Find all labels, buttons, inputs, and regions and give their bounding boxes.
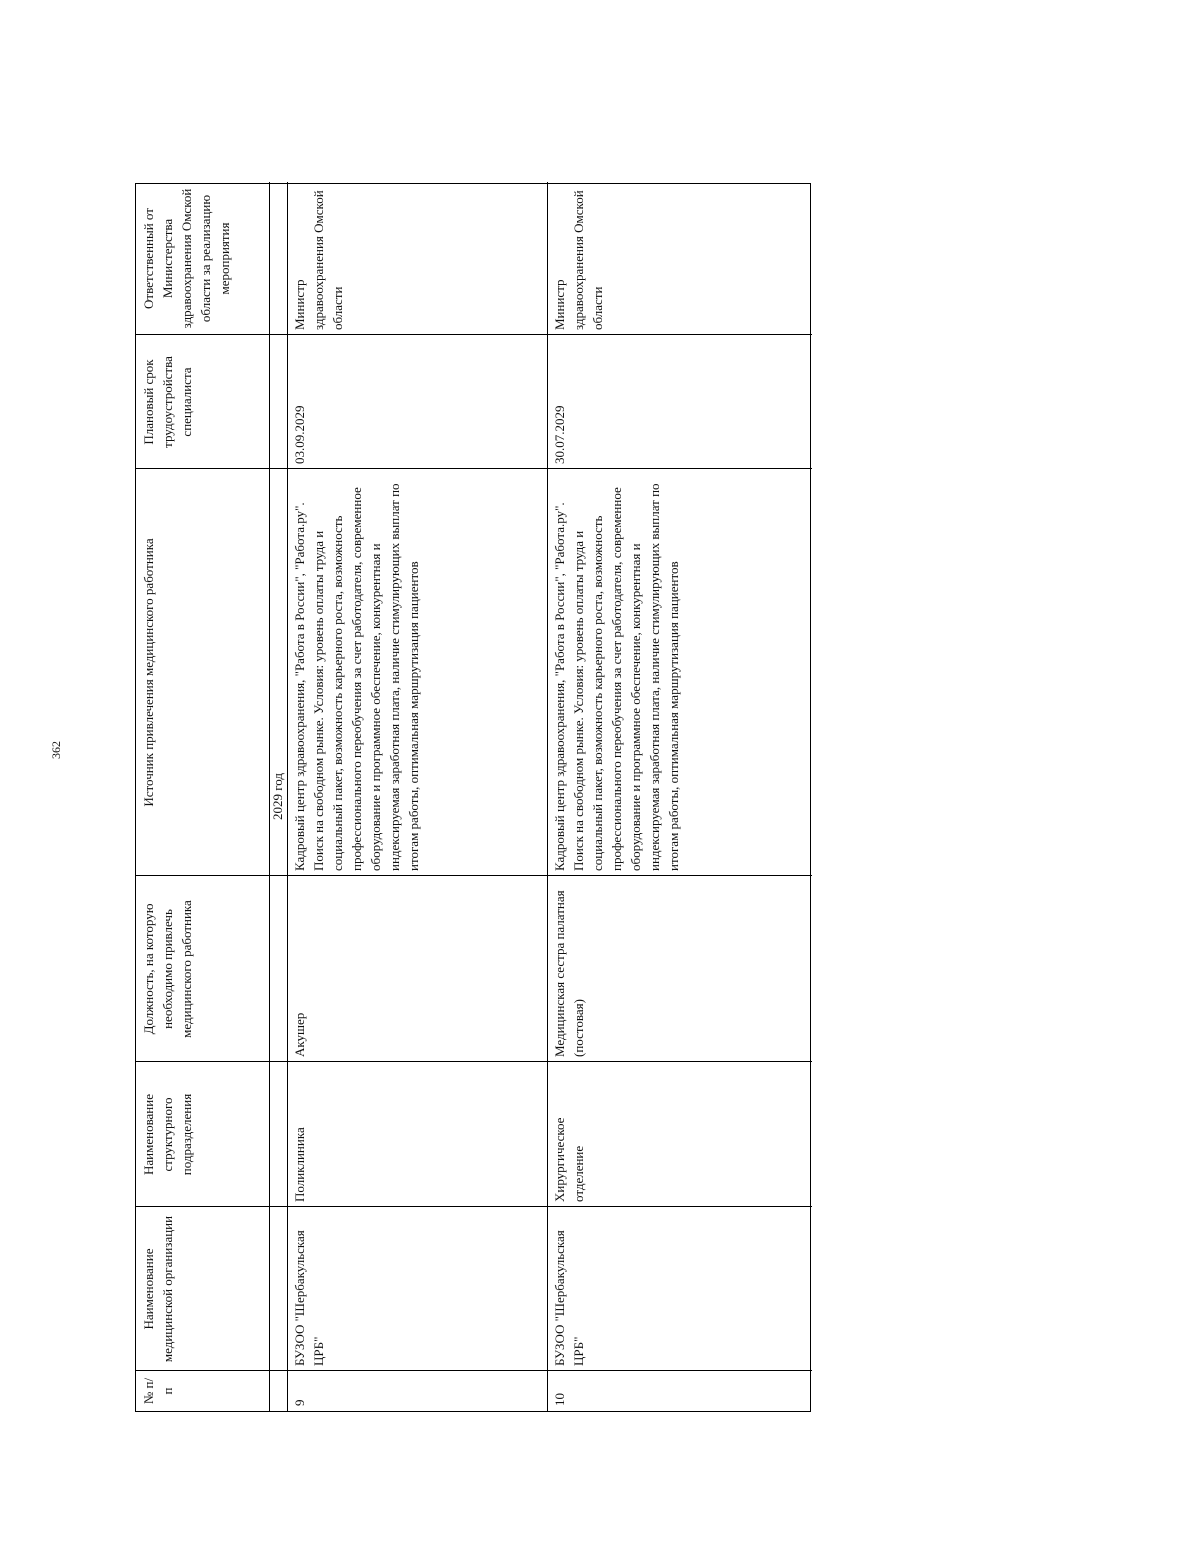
row-10-position: Медицинская сестра палатная (постовая) <box>552 890 586 1057</box>
year-label: 2029 год <box>270 773 285 820</box>
row-9-date: 03.09.2029 <box>292 405 307 464</box>
page-number: 362 <box>48 741 63 759</box>
header-date: Плановый срок трудоустройства специалиста <box>141 356 194 448</box>
row-9-responsible: Министр здравоохранения Омской области <box>292 190 345 330</box>
staffing-table <box>135 183 811 1412</box>
header-num: № п/п <box>141 1377 175 1405</box>
row-10-date: 30.07.2029 <box>552 405 567 464</box>
header-org: Наименование медицинской организации <box>141 1215 175 1363</box>
row-10-responsible: Министр здравоохранения Омской области <box>552 190 605 330</box>
row-9-unit: Поликлиника <box>292 1127 307 1202</box>
row-10-unit: Хирургическое отделение <box>552 1117 586 1202</box>
row-9-org: БУЗОО "Шербакульская ЦРБ" <box>292 1230 326 1366</box>
header-position: Должность, на которую необходимо привлечь медицинского работника <box>141 900 194 1038</box>
row-10-org: БУЗОО "Шербакульская ЦРБ" <box>552 1230 586 1366</box>
header-unit: Наименование структурного подразделения <box>141 1093 194 1176</box>
header-responsible: Ответственный от Министерства здравоохранения Омской области за реализацию мероприятия <box>141 188 232 329</box>
rotated-table-area <box>135 183 811 1412</box>
row-10-num: 10 <box>552 1393 567 1406</box>
header-source: Источник привлечения медицинского работника <box>141 538 156 807</box>
row-9-source: Кадровый центр здравоохранения, "Работа в России", "Работа.ру". Поиск на свободном рынке. Условия: уровень оплаты труда и социальный пакет, возможность карьерного роста, возможность профессионального переобучения за счет работодателя, современное оборудование и программное обеспечение, конкурентная и индексируемая заработная плата, наличие стимулирующих выплат по итогам работы, оптимальная маршрутизация пациентов <box>292 483 421 871</box>
row-9-num: 9 <box>292 1399 307 1406</box>
row-10-source: Кадровый центр здравоохранения, "Работа в России", "Работа.ру". Поиск на свободном рынке. Условия: уровень оплаты труда и социальный пакет, возможность карьерного роста, возможность профессионального переобучения за счет работодателя, современное оборудование и программное обеспечение, конкурентная и индексируемая заработная плата, наличие стимулирующих выплат по итогам работы, оптимальная маршрутизация пациентов <box>552 483 681 871</box>
row-9-position: Акушер <box>292 1012 307 1057</box>
